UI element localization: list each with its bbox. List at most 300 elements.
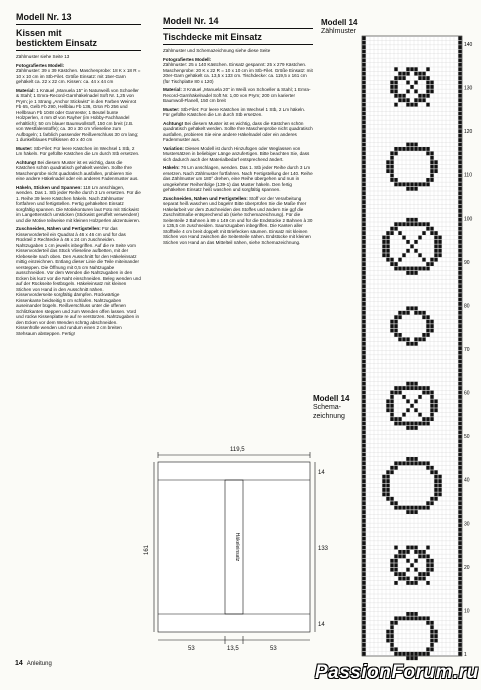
row-tick-label: 30 <box>464 521 470 528</box>
row-tick-label: 90 <box>464 259 470 266</box>
chart-reference: Zählmuster und Schemazeichnung siehe diese Seite <box>163 48 271 53</box>
filled-cell <box>362 457 365 461</box>
filled-cell <box>390 413 393 417</box>
filled-cell <box>430 470 433 474</box>
filled-cell <box>386 634 389 638</box>
filled-cell <box>410 222 413 226</box>
filled-cell <box>430 262 433 266</box>
filled-cell <box>434 488 437 492</box>
filled-cell <box>458 129 461 133</box>
filled-cell <box>426 559 429 563</box>
filled-cell <box>406 267 409 271</box>
filled-cell <box>422 337 425 341</box>
filled-cell <box>362 599 365 603</box>
filled-cell <box>414 426 417 430</box>
filled-cell <box>422 550 425 554</box>
filled-cell <box>382 253 385 257</box>
filled-cell <box>362 581 365 585</box>
filled-cell <box>390 391 393 395</box>
filled-cell <box>458 532 461 536</box>
filled-cell <box>394 563 397 567</box>
filled-cell <box>458 550 461 554</box>
filled-cell <box>398 616 401 620</box>
filled-cell <box>410 187 413 191</box>
filled-cell <box>382 249 385 253</box>
filled-cell <box>430 634 433 638</box>
filled-cell <box>426 616 429 620</box>
filled-cell <box>390 178 393 182</box>
filled-cell <box>430 81 433 85</box>
filled-cell <box>418 311 421 315</box>
filled-cell <box>430 395 433 399</box>
filled-cell <box>386 236 389 240</box>
filled-cell <box>402 554 405 558</box>
filled-cell <box>362 120 365 124</box>
filled-cell <box>458 169 461 173</box>
filled-cell <box>426 67 429 71</box>
filled-cell <box>458 554 461 558</box>
filled-cell <box>458 515 461 519</box>
filled-cell <box>414 67 417 71</box>
filled-cell <box>406 249 409 253</box>
filled-cell <box>362 160 365 164</box>
filled-cell <box>458 143 461 147</box>
filled-cell <box>362 554 365 558</box>
filled-cell <box>458 112 461 116</box>
variation-section: Variation: Dieses Modell ist durch Hinzufügen oder Weglassen von Mustersätzen in beliebiger Länge anzufertigen. Bitte beachten Sie, dass sich dadurch auch der Materialbedarf entsprechend ändert. <box>163 145 310 162</box>
filled-cell <box>390 156 393 160</box>
filled-cell <box>418 395 421 399</box>
filled-cell <box>362 165 365 169</box>
filled-cell <box>458 634 461 638</box>
sewing-section: Zuschneiden, Nähen und Fertigstellen: Für das Kissenvorderteil ein Quadrat à 46 x 46 cm und für das Rückteil 2 Rechtecke à 46 x 24 cm zuschneiden. Nahtzugaben 1 cm jeweils inbegriffen. Auf die re Seite vom Kissenvorderteil das Stück Vlieseline aufbetten, mit der Klebeseite nach oben. Den Ausschnitt für den Häkeleinsatz mittig einzeichnen. Entlang dieser Linie die Teile miteinander versteppen. Die Öffnung mit 0,5 cm Nahtzugabe ausschneiden. Vor dem Wenden die Nahtzugaben in den Ecken bis kurz vor die Naht einschneiden. Beleg wenden und auf der Rückseite festbügeln. Häkeleinsatz mit kleinen Stichen von Hand in den Ausschnitt nähen. Kissenvorderseite sorgfältig dämpfen. Rückwärtige Kissenkante beidseitig 5 cm schlafen. Nahtzugaben auseinander bügeln. Reißverschluss unter die offenen Schlitzkanten steppen und zum Wenden offen lassen. Vord und rückw Kissenplatte re auf re verstürzen. Nahtzugaben in den Ecken vor dem Wenden schräg abschneiden. Kissenhülle wenden und rundum einen 2 cm breiten Stehsaum absteppen. Fertig! <box>16 226 141 336</box>
filled-cell <box>406 510 409 514</box>
filled-cell <box>434 497 437 501</box>
filled-cell <box>426 461 429 465</box>
filled-cell <box>362 523 365 527</box>
filled-cell <box>458 404 461 408</box>
filled-cell <box>458 200 461 204</box>
filled-cell <box>402 386 405 390</box>
filled-cell <box>394 559 397 563</box>
filled-cell <box>430 497 433 501</box>
filled-cell <box>414 559 417 563</box>
filled-cell <box>430 404 433 408</box>
filled-cell <box>410 103 413 107</box>
filled-cell <box>426 386 429 390</box>
filled-cell <box>458 329 461 333</box>
filled-cell <box>418 72 421 76</box>
title-rule <box>16 24 141 25</box>
filled-cell <box>426 315 429 319</box>
filled-cell <box>406 72 409 76</box>
filled-cell <box>398 72 401 76</box>
filled-cell <box>426 546 429 550</box>
filled-cell <box>414 457 417 461</box>
filled-cell <box>362 541 365 545</box>
filled-cell <box>394 324 397 328</box>
filled-cell <box>422 315 425 319</box>
filled-cell <box>362 346 365 350</box>
filled-cell <box>362 333 365 337</box>
filled-cell <box>394 262 397 266</box>
filled-cell <box>362 253 365 257</box>
filled-cell <box>458 85 461 89</box>
filled-cell <box>426 554 429 558</box>
filled-cell <box>362 89 365 93</box>
schema-label: Modell 14 Schema- zeichnung <box>313 394 350 420</box>
filled-cell <box>458 267 461 271</box>
filled-cell <box>362 382 365 386</box>
filled-cell <box>410 85 413 89</box>
filled-cell <box>398 554 401 558</box>
page-footer <box>15 660 52 667</box>
filled-cell <box>418 506 421 510</box>
model-14-title: Modell Nr. 14 <box>163 16 219 26</box>
filled-cell <box>418 253 421 257</box>
filled-cell <box>458 537 461 541</box>
filled-cell <box>402 182 405 186</box>
filled-cell <box>422 94 425 98</box>
filled-cell <box>398 461 401 465</box>
filled-cell <box>414 240 417 244</box>
filled-cell <box>426 652 429 656</box>
filled-cell <box>362 391 365 395</box>
filled-cell <box>426 621 429 625</box>
filled-cell <box>422 461 425 465</box>
filled-cell <box>362 337 365 341</box>
filled-cell <box>458 107 461 111</box>
filled-cell <box>362 169 365 173</box>
filled-cell <box>406 461 409 465</box>
filled-cell <box>434 475 437 479</box>
filled-cell <box>458 643 461 647</box>
filled-cell <box>434 249 437 253</box>
filled-cell <box>414 143 417 147</box>
filled-cell <box>414 342 417 346</box>
model-13-title: Modell Nr. 13 <box>16 12 72 22</box>
filled-cell <box>386 231 389 235</box>
filled-cell <box>386 488 389 492</box>
filled-cell <box>362 430 365 434</box>
filled-cell <box>458 413 461 417</box>
filled-cell <box>362 205 365 209</box>
filled-cell <box>398 182 401 186</box>
filled-cell <box>386 484 389 488</box>
filled-cell <box>390 466 393 470</box>
filled-cell <box>422 386 425 390</box>
filled-cell <box>458 213 461 217</box>
filled-cell <box>390 404 393 408</box>
filled-cell <box>426 466 429 470</box>
filled-cell <box>394 461 397 465</box>
filled-cell <box>458 275 461 279</box>
filled-cell <box>390 174 393 178</box>
filled-cell <box>418 98 421 102</box>
model-14-subtitle: Tischdecke mit Einsatz <box>163 32 262 42</box>
filled-cell <box>458 528 461 532</box>
filled-cell <box>362 182 365 186</box>
filled-cell <box>426 89 429 93</box>
filled-cell <box>390 320 393 324</box>
filled-cell <box>390 408 393 412</box>
row-tick-label: 80 <box>464 303 470 310</box>
attention-section: Achtung! Bei diesem Muster ist es wichtig, dass die Kästchen schön quadratisch gehäkelt werden. Sollte Ihre Maschenprobe nicht quadratisch ausfallen, probieren Sie eine andere Häkelnadel oder ein anderes Fadenmuster aus. <box>16 159 139 181</box>
row-tick-label: 120 <box>464 129 473 136</box>
filled-cell <box>410 267 413 271</box>
filled-cell <box>390 160 393 164</box>
filled-cell <box>362 222 365 226</box>
dim-end-bottom-label: 14 <box>318 622 325 628</box>
filled-cell <box>394 76 397 80</box>
filled-cell <box>434 408 437 412</box>
filled-cell <box>386 169 389 173</box>
filled-cell <box>458 191 461 195</box>
filled-cell <box>362 639 365 643</box>
row-tick-label: 130 <box>464 85 473 92</box>
filled-cell <box>430 391 433 395</box>
filled-cell <box>398 577 401 581</box>
filled-cell <box>458 461 461 465</box>
filled-cell <box>458 368 461 372</box>
filled-cell <box>406 656 409 660</box>
filled-cell <box>458 151 461 155</box>
filled-cell <box>458 58 461 62</box>
filled-cell <box>438 244 441 248</box>
filled-cell <box>362 630 365 634</box>
filled-cell <box>426 267 429 271</box>
filled-cell <box>362 138 365 142</box>
filled-cell <box>458 72 461 76</box>
filled-cell <box>394 466 397 470</box>
filled-cell <box>402 395 405 399</box>
filled-cell <box>414 187 417 191</box>
filled-cell <box>394 151 397 155</box>
filled-cell <box>402 222 405 226</box>
filled-cell <box>434 169 437 173</box>
filled-cell <box>458 258 461 262</box>
filled-cell <box>390 643 393 647</box>
filled-cell <box>362 302 365 306</box>
filled-cell <box>458 408 461 412</box>
title-rule <box>16 50 141 51</box>
filled-cell <box>458 116 461 120</box>
filled-cell <box>418 554 421 558</box>
schema-diagram <box>144 440 329 655</box>
filled-cell <box>406 342 409 346</box>
filled-cell <box>362 484 365 488</box>
filled-cell <box>410 342 413 346</box>
filled-cell <box>390 399 393 403</box>
filled-cell <box>394 506 397 510</box>
filled-cell <box>406 103 409 107</box>
filled-cell <box>458 572 461 576</box>
filled-cell <box>362 258 365 262</box>
filled-cell <box>394 315 397 319</box>
filled-cell <box>458 625 461 629</box>
filled-cell <box>362 107 365 111</box>
filled-cell <box>390 262 393 266</box>
filled-cell <box>458 585 461 589</box>
filled-cell <box>430 417 433 421</box>
filled-cell <box>458 603 461 607</box>
filled-cell <box>362 510 365 514</box>
filled-cell <box>406 311 409 315</box>
filled-cell <box>394 652 397 656</box>
filled-cell <box>458 94 461 98</box>
filled-cell <box>382 484 385 488</box>
filled-cell <box>362 501 365 505</box>
filled-cell <box>426 182 429 186</box>
filled-cell <box>406 182 409 186</box>
filled-cell <box>434 258 437 262</box>
filled-cell <box>458 391 461 395</box>
filled-cell <box>426 572 429 576</box>
filled-cell <box>394 85 397 89</box>
filled-cell <box>386 639 389 643</box>
row-tick-label: 20 <box>464 564 470 571</box>
filled-cell <box>414 182 417 186</box>
filled-cell <box>394 267 397 271</box>
filled-cell <box>458 541 461 545</box>
filled-cell <box>458 120 461 124</box>
filled-cell <box>398 506 401 510</box>
filled-cell <box>362 519 365 523</box>
filled-cell <box>458 54 461 58</box>
filled-cell <box>362 329 365 333</box>
filled-cell <box>458 382 461 386</box>
filled-cell <box>430 559 433 563</box>
filled-cell <box>394 616 397 620</box>
filled-cell <box>362 568 365 572</box>
filled-cell <box>362 492 365 496</box>
filled-cell <box>414 306 417 310</box>
row-tick-label: 60 <box>464 390 470 397</box>
filled-cell <box>362 275 365 279</box>
filled-cell <box>422 311 425 315</box>
filled-cell <box>458 546 461 550</box>
filled-cell <box>434 404 437 408</box>
filled-cell <box>410 244 413 248</box>
filled-cell <box>362 200 365 204</box>
filled-cell <box>430 625 433 629</box>
filled-cell <box>398 333 401 337</box>
filled-cell <box>414 568 417 572</box>
title-rule <box>163 28 313 29</box>
filled-cell <box>362 147 365 151</box>
filled-cell <box>458 337 461 341</box>
filled-cell <box>418 572 421 576</box>
row-tick-label: 10 <box>464 608 470 615</box>
filled-cell <box>406 581 409 585</box>
filled-cell <box>362 404 365 408</box>
filled-cell <box>386 470 389 474</box>
filled-cell <box>458 262 461 266</box>
filled-cell <box>394 178 397 182</box>
filled-cell <box>390 470 393 474</box>
filled-cell <box>362 63 365 67</box>
filled-cell <box>362 103 365 107</box>
filled-cell <box>426 103 429 107</box>
filled-cell <box>402 236 405 240</box>
filled-cell <box>362 112 365 116</box>
filled-cell <box>386 479 389 483</box>
filled-cell <box>406 382 409 386</box>
filled-cell <box>398 391 401 395</box>
filled-cell <box>414 311 417 315</box>
filled-cell <box>362 94 365 98</box>
model-13-subtitle-1: Kissen mit <box>16 28 62 38</box>
filled-cell <box>398 76 401 80</box>
filled-cell <box>458 457 461 461</box>
filled-cell <box>362 280 365 284</box>
filled-cell <box>362 590 365 594</box>
filled-cell <box>430 408 433 412</box>
filled-cell <box>362 116 365 120</box>
filled-cell <box>362 143 365 147</box>
filled-cell <box>362 196 365 200</box>
filled-cell <box>434 470 437 474</box>
filled-cell <box>458 377 461 381</box>
row-tick-label: 110 <box>464 172 472 179</box>
filled-cell <box>386 165 389 169</box>
filled-cell <box>362 448 365 452</box>
filled-cell <box>394 147 397 151</box>
filled-cell <box>362 342 365 346</box>
filled-cell <box>362 643 365 647</box>
filled-cell <box>458 209 461 213</box>
filled-cell <box>390 497 393 501</box>
filled-cell <box>390 169 393 173</box>
filled-cell <box>362 585 365 589</box>
filled-cell <box>426 417 429 421</box>
filled-cell <box>458 244 461 248</box>
filled-cell <box>422 572 425 576</box>
filled-cell <box>414 147 417 151</box>
filled-cell <box>458 599 461 603</box>
filled-cell <box>398 337 401 341</box>
filled-cell <box>386 240 389 244</box>
filled-cell <box>458 501 461 505</box>
filled-cell <box>422 147 425 151</box>
filled-cell <box>414 222 417 226</box>
filled-cell <box>422 554 425 558</box>
row-tick-label: 140 <box>464 42 473 48</box>
filled-cell <box>458 293 461 297</box>
filled-cell <box>390 258 393 262</box>
filled-cell <box>426 568 429 572</box>
filled-cell <box>426 94 429 98</box>
filled-cell <box>362 240 365 244</box>
filled-cell <box>362 315 365 319</box>
filled-cell <box>406 386 409 390</box>
filled-cell <box>458 360 461 364</box>
filled-cell <box>410 404 413 408</box>
filled-cell <box>438 253 441 257</box>
filled-cell <box>426 227 429 231</box>
filled-cell <box>418 147 421 151</box>
footer-section: Anleitung <box>26 661 52 667</box>
filled-cell <box>362 81 365 85</box>
filled-cell <box>362 41 365 45</box>
filled-cell <box>394 89 397 93</box>
filled-cell <box>362 479 365 483</box>
filled-cell <box>430 174 433 178</box>
chart-grid <box>362 36 462 656</box>
filled-cell <box>398 222 401 226</box>
filled-cell <box>458 311 461 315</box>
filled-cell <box>362 191 365 195</box>
